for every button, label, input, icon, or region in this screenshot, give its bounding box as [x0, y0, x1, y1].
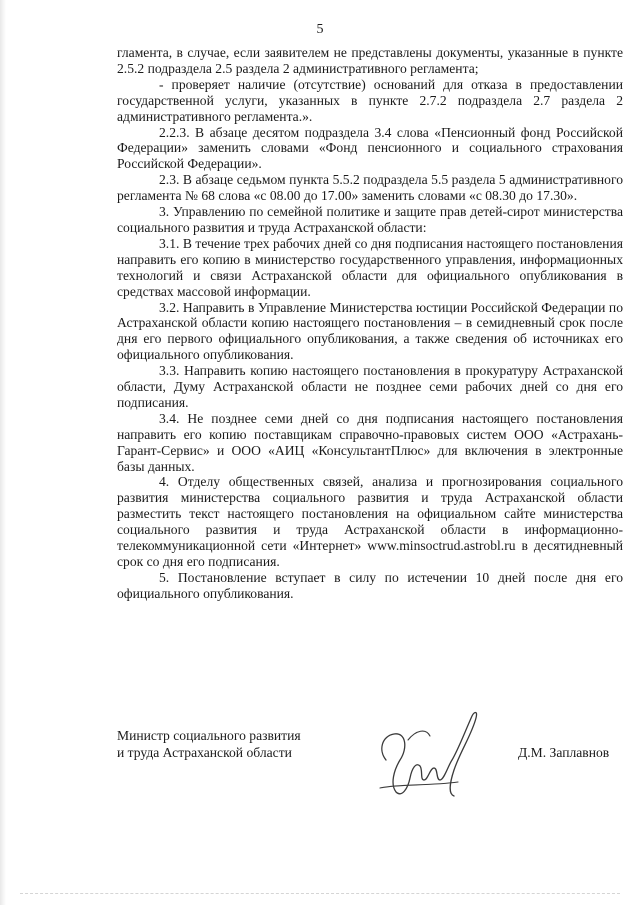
paragraph: 2.2.3. В абзаце десятом подраздела 3.4 слова «Пенсионный фонд Российской Федерации» заменить словами «Фонд пенсионного и социального страхования Российской Федерации». — [117, 124, 623, 172]
handwritten-signature — [368, 700, 486, 808]
paragraph: 3.2. Направить в Управление Министерства юстиции Российской Федерации по Астраханской области копию настоящего постановления – в семидневный срок после дня его первого официального опубликования, а также сведения об источниках его официального опубликования. — [117, 299, 623, 363]
paragraph: 3.1. В течение трех рабочих дней со дня подписания настоящего постановления направить его копию в министерство государственного управления, информационных технологий и связи Астраханской области для официального опубликования в средствах массовой информации. — [117, 235, 623, 299]
paragraph: - проверяет наличие (отсутствие) оснований для отказа в предоставлении государственной услуги, указанных в пункте 2.7.2 подраздела 2.7 раздела 2 административного регламента.». — [117, 76, 623, 124]
signatory-position-line: Министр социального развития — [117, 728, 301, 743]
paragraph: 4. Отделу общественных связей, анализа и прогнозирования социального развития министерства социального развития и труда Астраханской области разместить текст настоящего постановления на официальном сайте министерства социального развития и труда Астраханской области в информационно-телекоммуникационной сети «Интернет» www.minsoctrud.astrobl.ru в десятидневный срок со дня его подписания. — [117, 474, 623, 569]
signatory-position-line: и труда Астраханской области — [117, 745, 292, 760]
paragraph: гламента, в случае, если заявителем не представлены документы, указанные в пункте 2.5.2 подраздела 2.5 раздела 2 административного регламента; — [117, 45, 623, 76]
paragraph: 2.3. В абзаце седьмом пункта 5.5.2 подраздела 5.5 раздела 5 административного регламента № 68 слова «с 08.00 до 17.00» заменить словами «с 08.30 до 17.30». — [117, 172, 623, 204]
signatory-position — [117, 727, 301, 761]
paragraph: 3.3. Направить копию настоящего постановления в прокуратуру Астраханской области, Думу Астраханской области не позднее семи рабочих дней со дня его подписания. — [117, 363, 623, 410]
scan-bottom-artifact — [20, 893, 620, 896]
paragraph: 5. Постановление вступает в силу по истечении 10 дней после дня его официального опубликования. — [117, 569, 623, 601]
scan-edge-shadow — [0, 0, 6, 905]
document-body — [117, 45, 623, 602]
signatory-name: Д.М. Заплавнов — [518, 745, 610, 760]
paragraph: 3.4. Не позднее семи дней со дня подписания настоящего постановления направить его копию поставщикам справочно-правовых систем ООО «Астрахань-Гарант-Сервис» и ООО «АИЦ «КонсультантПлюс» для включения в электронные базы данных. — [117, 410, 623, 474]
page-number: 5 — [316, 22, 324, 37]
paragraph: 3. Управлению по семейной политике и защите прав детей-сирот министерства социального развития и труда Астраханской области: — [117, 204, 623, 235]
